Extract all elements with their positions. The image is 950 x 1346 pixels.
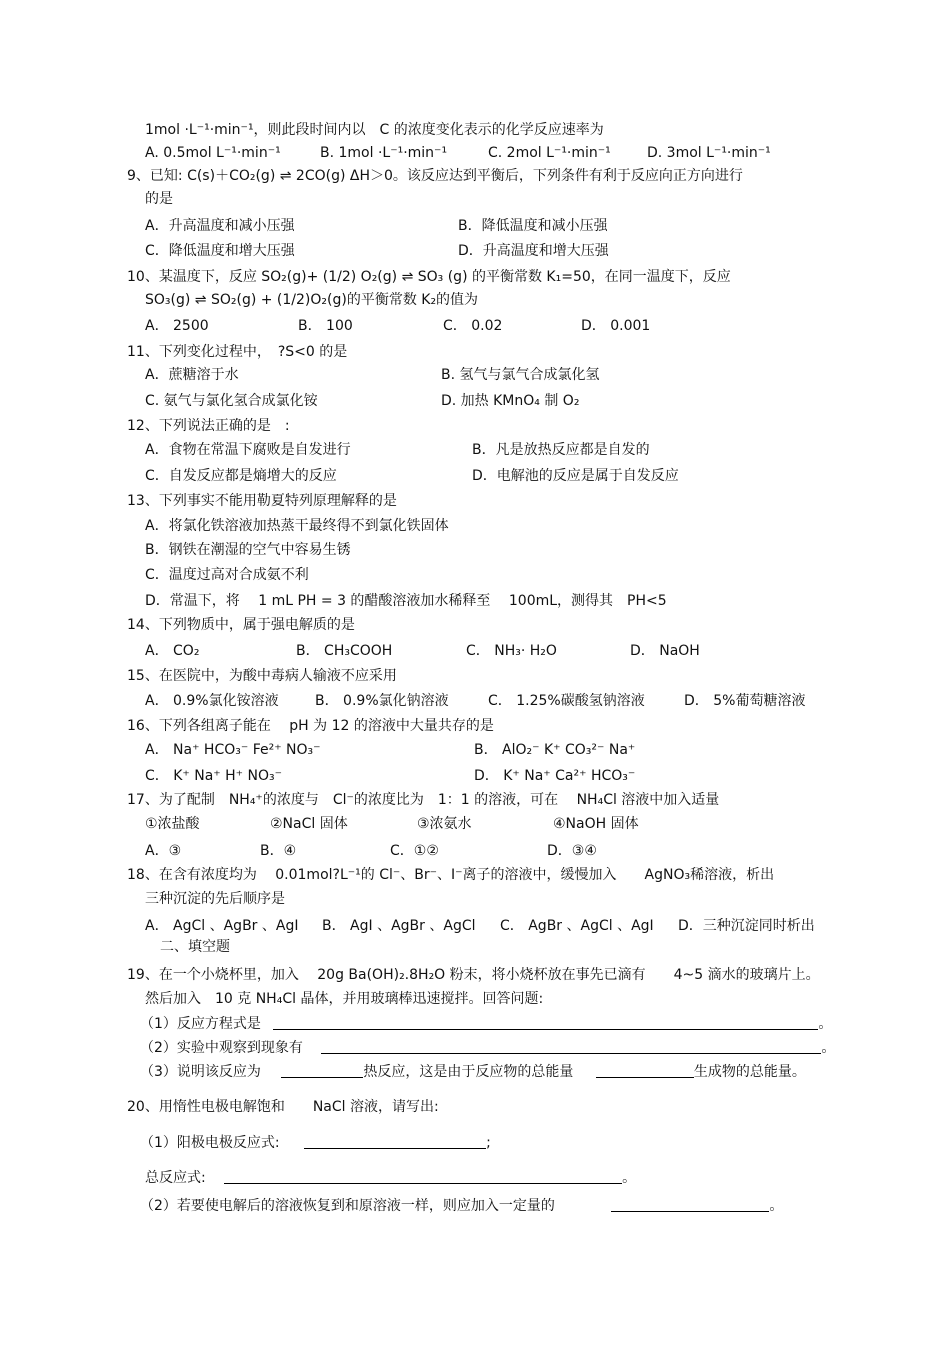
q10-stem: 10、某温度下，反应 SO₂(g)+ (1/2) O₂(g) ⇌ SO₃ (g) 的平衡常数 K₁=50，在同一温度下，反应 xyxy=(127,269,731,285)
q11-option-a: A．蔗糖溶于水 xyxy=(145,367,239,383)
q19-stem-cont: 然后加入 10 克 NH₄Cl 晶体，并用玻璃棒迅速搅拌。回答问题: xyxy=(145,991,544,1007)
q19-part3-blank-2[interactable] xyxy=(596,1063,694,1078)
q8-option-a: A. 0.5mol L⁻¹·min⁻¹ xyxy=(145,145,281,161)
q19-part1-end: 。 xyxy=(818,1016,833,1032)
q17-option-a: A．③ xyxy=(145,843,182,859)
q10-option-b: B． 100 xyxy=(298,318,353,334)
section-fill-in-heading: 二、填空题 xyxy=(160,939,230,955)
q19-part2-label: （2）实验中观察到现象有 xyxy=(140,1040,303,1056)
q18-option-c: C． AgBr 、AgCl 、AgI xyxy=(500,918,654,934)
q11-option-d: D. 加热 KMnO₄ 制 O₂ xyxy=(441,393,580,409)
q14-option-a: A． CO₂ xyxy=(145,643,200,659)
q19-part3-blank-1[interactable] xyxy=(281,1063,363,1078)
q11-option-b: B. 氢气与氯气合成氯化氢 xyxy=(441,367,600,383)
q16-stem: 16、下列各组离子能在 pH 为 12 的溶液中大量共存的是 xyxy=(127,718,494,734)
q17-stem: 17、为了配制 NH₄⁺的浓度与 Cl⁻的浓度比为 1：1 的溶液，可在 NH₄Cl 溶液中加入适量 xyxy=(127,792,720,808)
q10-option-d: D． 0.001 xyxy=(581,318,651,334)
q8-line1: 1mol ·L⁻¹·min⁻¹，则此段时间内以 C 的浓度变化表示的化学反应速率为 xyxy=(145,122,604,138)
q18-option-d: D．三种沉淀同时析出 xyxy=(678,918,815,934)
q10-option-a: A． 2500 xyxy=(145,318,209,334)
q12-option-a: A．食物在常温下腐败是自发进行 xyxy=(145,442,351,458)
q19-part2-end: 。 xyxy=(821,1040,836,1056)
q13-option-b: B．钢铁在潮湿的空气中容易生锈 xyxy=(145,542,351,558)
q20-total-end: 。 xyxy=(622,1170,637,1186)
q20-total xyxy=(145,1169,636,1187)
q16-option-b: B． AlO₂⁻ K⁺ CO₃²⁻ Na⁺ xyxy=(474,742,636,758)
q20-stem: 20、用惰性电极电解饱和 NaCl 溶液，请写出: xyxy=(127,1099,439,1115)
q15-option-b: B． 0.9%氯化钠溶液 xyxy=(315,693,449,709)
q20-part1-end: ; xyxy=(486,1135,491,1151)
q19-part1-label: （1）反应方程式是 xyxy=(140,1016,261,1032)
q17-option-d: D．③④ xyxy=(547,843,597,859)
q14-option-d: D． NaOH xyxy=(630,643,700,659)
q17-reagent-2: ②NaCl 固体 xyxy=(270,816,348,832)
q20-part2-end: 。 xyxy=(769,1198,784,1214)
q9-stem-cont: 的是 xyxy=(145,191,173,207)
q20-part2-answer-blank[interactable] xyxy=(611,1197,769,1212)
q9-stem: 9、已知: C(s)＋CO₂(g) ⇌ 2CO(g) ΔH＞0。该反应达到平衡后，下列条件有利于反应向正方向进行 xyxy=(127,168,743,184)
q19-part2-answer-blank[interactable] xyxy=(321,1039,821,1054)
q14-option-b: B． CH₃COOH xyxy=(296,643,393,659)
q12-option-c: C．自发反应都是熵增大的反应 xyxy=(145,468,337,484)
q8-option-c: C. 2mol L⁻¹·min⁻¹ xyxy=(488,145,611,161)
q20-total-label: 总反应式: xyxy=(145,1170,206,1186)
q20-part1-answer-blank[interactable] xyxy=(304,1134,486,1149)
q18-option-b: B． AgI 、AgBr 、AgCl xyxy=(322,918,476,934)
q15-option-a: A． 0.9%氯化铵溶液 xyxy=(145,693,279,709)
q16-option-c: C． K⁺ Na⁺ H⁺ NO₃⁻ xyxy=(145,768,282,784)
q9-option-d: D．升高温度和增大压强 xyxy=(458,243,609,259)
q17-option-c: C．①② xyxy=(390,843,439,859)
q8-option-d: D. 3mol L⁻¹·min⁻¹ xyxy=(647,145,771,161)
q9-option-a: A．升高温度和减小压强 xyxy=(145,218,295,234)
q9-option-c: C．降低温度和增大压强 xyxy=(145,243,295,259)
q14-stem: 14、下列物质中，属于强电解质的是 xyxy=(127,617,355,633)
q11-option-c: C. 氨气与氯化氢合成氯化铵 xyxy=(145,393,318,409)
q18-stem-cont: 三种沉淀的先后顺序是 xyxy=(145,891,285,907)
q15-option-d: D． 5%葡萄糖溶液 xyxy=(684,693,806,709)
q19-part3-end: 生成物的总能量。 xyxy=(693,1064,806,1080)
q13-stem: 13、下列事实不能用勒夏特列原理解释的是 xyxy=(127,493,397,509)
q20-part1 xyxy=(140,1134,491,1152)
q19-part1-answer-blank[interactable] xyxy=(273,1015,818,1030)
q19-stem: 19、在一个小烧杯里，加入 20g Ba(OH)₂.8H₂O 粉末，将小烧杯放在事先已滴有 4~5 滴水的玻璃片上。 xyxy=(127,967,820,983)
q13-option-c: C．温度过高对合成氨不利 xyxy=(145,567,309,583)
q18-stem: 18、在含有浓度均为 0.01mol?L⁻¹的 Cl⁻、Br⁻、I⁻离子的溶液中，缓慢加入 AgNO₃稀溶液，析出 xyxy=(127,867,775,883)
q19-part1 xyxy=(140,1015,832,1033)
q18-option-a: A． AgCl 、AgBr 、AgI xyxy=(145,918,299,934)
q15-option-c: C． 1.25%碳酸氢钠溶液 xyxy=(488,693,645,709)
q19-part3 xyxy=(140,1063,806,1081)
q17-reagent-3: ③浓氨水 xyxy=(417,816,472,832)
q16-option-a: A． Na⁺ HCO₃⁻ Fe²⁺ NO₃⁻ xyxy=(145,742,321,758)
q13-option-d: D．常温下，将 1 mL PH = 3 的醋酸溶液加水稀释至 100mL，测得其 PH<5 xyxy=(145,593,667,609)
q8-option-b: B. 1mol ·L⁻¹·min⁻¹ xyxy=(320,145,448,161)
q19-part3-middle: 热反应，这是由于反应物的总能量 xyxy=(363,1064,574,1080)
q17-option-b: B．④ xyxy=(260,843,297,859)
q17-reagent-4: ④NaOH 固体 xyxy=(553,816,639,832)
q16-option-d: D． K⁺ Na⁺ Ca²⁺ HCO₃⁻ xyxy=(474,768,636,784)
q20-part2-label: （2）若要使电解后的溶液恢复到和原溶液一样，则应加入一定量的 xyxy=(140,1198,555,1214)
q11-stem: 11、下列变化过程中， ?S<0 的是 xyxy=(127,344,348,360)
q14-option-c: C． NH₃· H₂O xyxy=(466,643,557,659)
q12-option-b: B．凡是放热反应都是自发的 xyxy=(472,442,650,458)
q9-option-b: B．降低温度和减小压强 xyxy=(458,218,608,234)
q15-stem: 15、在医院中，为酸中毒病人输液不应采用 xyxy=(127,668,397,684)
q19-part3-label: （3）说明该反应为 xyxy=(140,1064,261,1080)
q20-part1-label: （1）阳极电极反应式: xyxy=(140,1135,280,1151)
q12-stem: 12、下列说法正确的是 : xyxy=(127,418,290,434)
q10-stem-cont: SO₃(g) ⇌ SO₂(g) + (1/2)O₂(g)的平衡常数 K₂的值为 xyxy=(145,292,479,308)
q20-total-answer-blank[interactable] xyxy=(224,1169,622,1184)
q20-part2 xyxy=(140,1197,783,1215)
q13-option-a: A．将氯化铁溶液加热蒸干最终得不到氯化铁固体 xyxy=(145,518,449,534)
q19-part2 xyxy=(140,1039,835,1057)
q12-option-d: D．电解池的反应是属于自发反应 xyxy=(472,468,679,484)
q10-option-c: C． 0.02 xyxy=(443,318,503,334)
q17-reagent-1: ①浓盐酸 xyxy=(145,816,200,832)
